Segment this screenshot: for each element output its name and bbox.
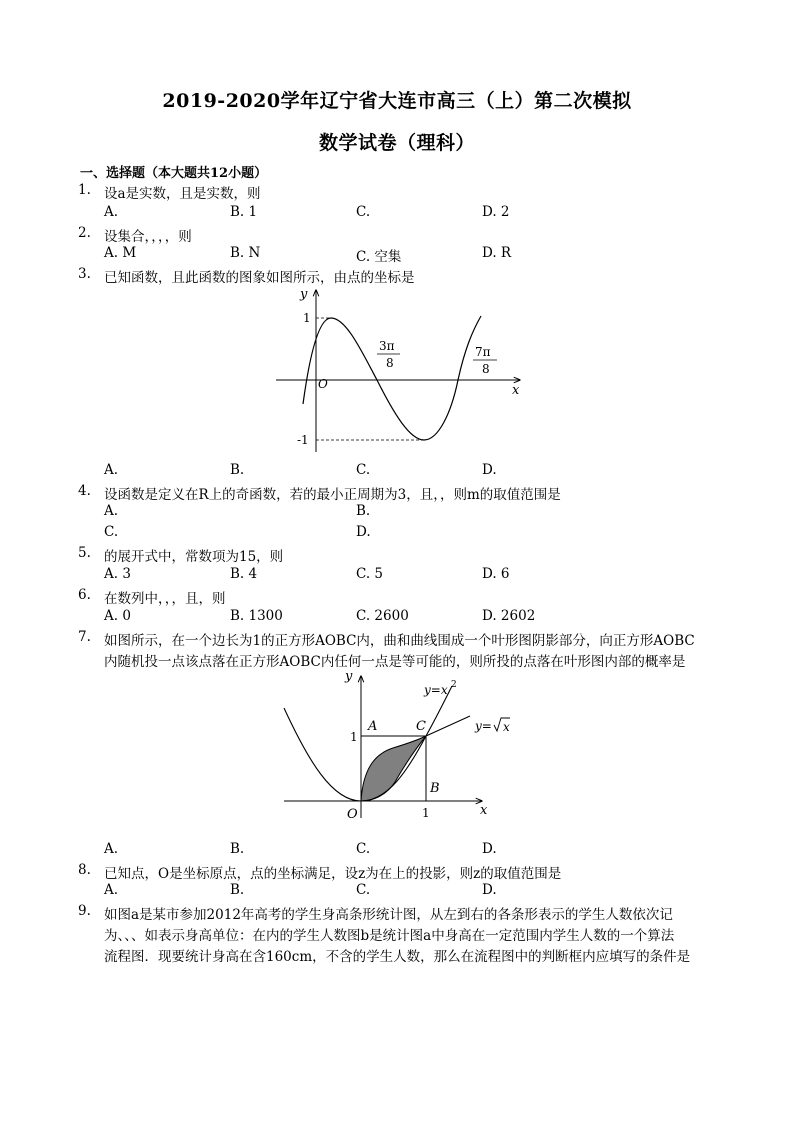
q4-text: 设函数是定义在R上的奇函数，若的最小正周期为3，且，，则m的取值范围是 [104,487,561,503]
q1-text: 设a是实数，且是实数，则 [104,186,261,202]
q7-number: 7. [78,629,91,645]
q4-option-b: B. [356,503,371,519]
q2-option-b: B. N [230,245,261,261]
q1-option-c: C. [356,204,371,220]
q7-origin-label: O [347,807,358,822]
q5-option-c: C. 5 [356,566,384,582]
q4-option-c: C. [104,524,119,540]
q3-y-label: y [300,287,308,302]
q4-option-a: A. [104,503,119,519]
q4-number: 4. [78,483,91,499]
title-line-2: 数学试卷（理科） [318,132,475,154]
q2-number: 2. [78,225,91,241]
q7-option-b: B. [230,841,245,857]
q7-option-c: C. [356,841,371,857]
q6-option-d: D. 2602 [482,608,536,624]
q7-text-line1: 如图所示，在一个边长为1的正方形AOBC内，曲和曲线围成一个叶形图阴影部分，向正方形AOBC [104,633,695,649]
q9-text-line1: 如图a是某市参加2012年高考的学生身高条形统计图，从左到右的各条形表示的学生人数依次记 [104,907,673,923]
q5-text: 的展开式中，常数项为15，则 [104,549,284,565]
q4-option-d: D. [356,524,371,540]
q5-option-b: B. 4 [230,566,258,582]
q7-curve-label-sup: 2 [451,680,457,690]
q7-point-b: B [430,781,440,796]
q6-option-b: B. 1300 [230,608,283,624]
q3-label-3pi-den: 8 [386,356,394,370]
q1-option-a: A. [104,204,119,220]
q1-option-b: B. 1 [230,204,258,220]
q2-option-d: D. R [482,245,512,261]
q6-number: 6. [78,587,91,603]
q3-x-label: x [512,383,520,398]
q8-number: 8. [78,862,91,878]
q2-option-c: C. 空集 [356,249,402,265]
q8-option-d: D. [482,882,497,898]
q7-x-label: x [480,803,488,818]
q3-label-3pi-num: 3π [379,339,395,353]
q7-y-label: y [345,669,353,684]
q2-option-a: A. M [104,245,137,261]
q3-number: 3. [78,266,91,282]
q7-option-d: D. [482,841,497,857]
q7-curve-label-parabola: y=x [424,683,448,697]
q3-tick-neg-one: -1 [297,433,309,447]
q7-point-a: A [368,719,378,734]
q6-option-a: A. 0 [104,608,131,624]
q3-option-a: A. [104,462,119,478]
q5-number: 5. [78,545,91,561]
q7-text-line2: 内随机投一点该点落在正方形AOBC内任何一点是等可能的，则所投的点落在叶形图内部的概率是 [104,654,686,670]
q7-radical-x: x [503,720,510,734]
q8-option-c: C. [356,882,371,898]
q9-number: 9. [78,903,91,919]
q7-sqrt-extension [426,716,470,736]
q9-text-line3: 流程图．现要统计身高在含160cm，不含的学生人数，那么在流程图中的判断框内应填写的条件是 [104,949,691,965]
q1-option-d: D. 2 [482,204,510,220]
q7-point-c: C [416,719,426,734]
q3-text: 已知函数，且此函数的图象如图所示，由点的坐标是 [104,270,415,286]
q7-tick-one-x: 1 [422,806,430,820]
q5-option-a: A. 3 [104,566,131,582]
q3-sine-curve [303,316,481,440]
q7-leaf-graph [280,666,510,826]
q3-origin-label: O [318,377,328,391]
q7-option-a: A. [104,841,119,857]
q3-label-7pi-num: 7π [475,345,491,359]
q3-tick-one: 1 [303,311,311,325]
q3-option-d: D. [482,462,497,478]
q7-curve-label-sqrt: y= [475,719,492,733]
q9-text-line2: 为、、、如表示身高单位：在内的学生人数图b是统计图a中身高在一定范围内学生人数的一个算法 [104,928,675,944]
q8-option-b: B. [230,882,245,898]
q5-option-d: D. 6 [482,566,510,582]
q3-label-7pi-den: 8 [482,362,490,376]
section-heading: 一、选择题（本大题共12小题） [80,166,268,181]
q8-text: 已知点，O是坐标原点，点的坐标满足，设z为在上的投影，则z的取值范围是 [104,866,562,882]
q2-text: 设集合，，，，则 [104,229,192,245]
q7-tick-one-y: 1 [350,730,358,744]
title-line-1: 2019-2020学年辽宁省大连市高三（上）第二次模拟 [162,90,632,112]
q6-option-c: C. 2600 [356,608,409,624]
q1-number: 1. [78,182,91,198]
q6-text: 在数列中，，，且，则 [104,591,226,607]
q7-leaf-shaded [361,736,426,801]
q3-sine-graph [270,284,530,460]
q3-option-b: B. [230,462,245,478]
q3-option-c: C. [356,462,371,478]
q8-option-a: A. [104,882,119,898]
